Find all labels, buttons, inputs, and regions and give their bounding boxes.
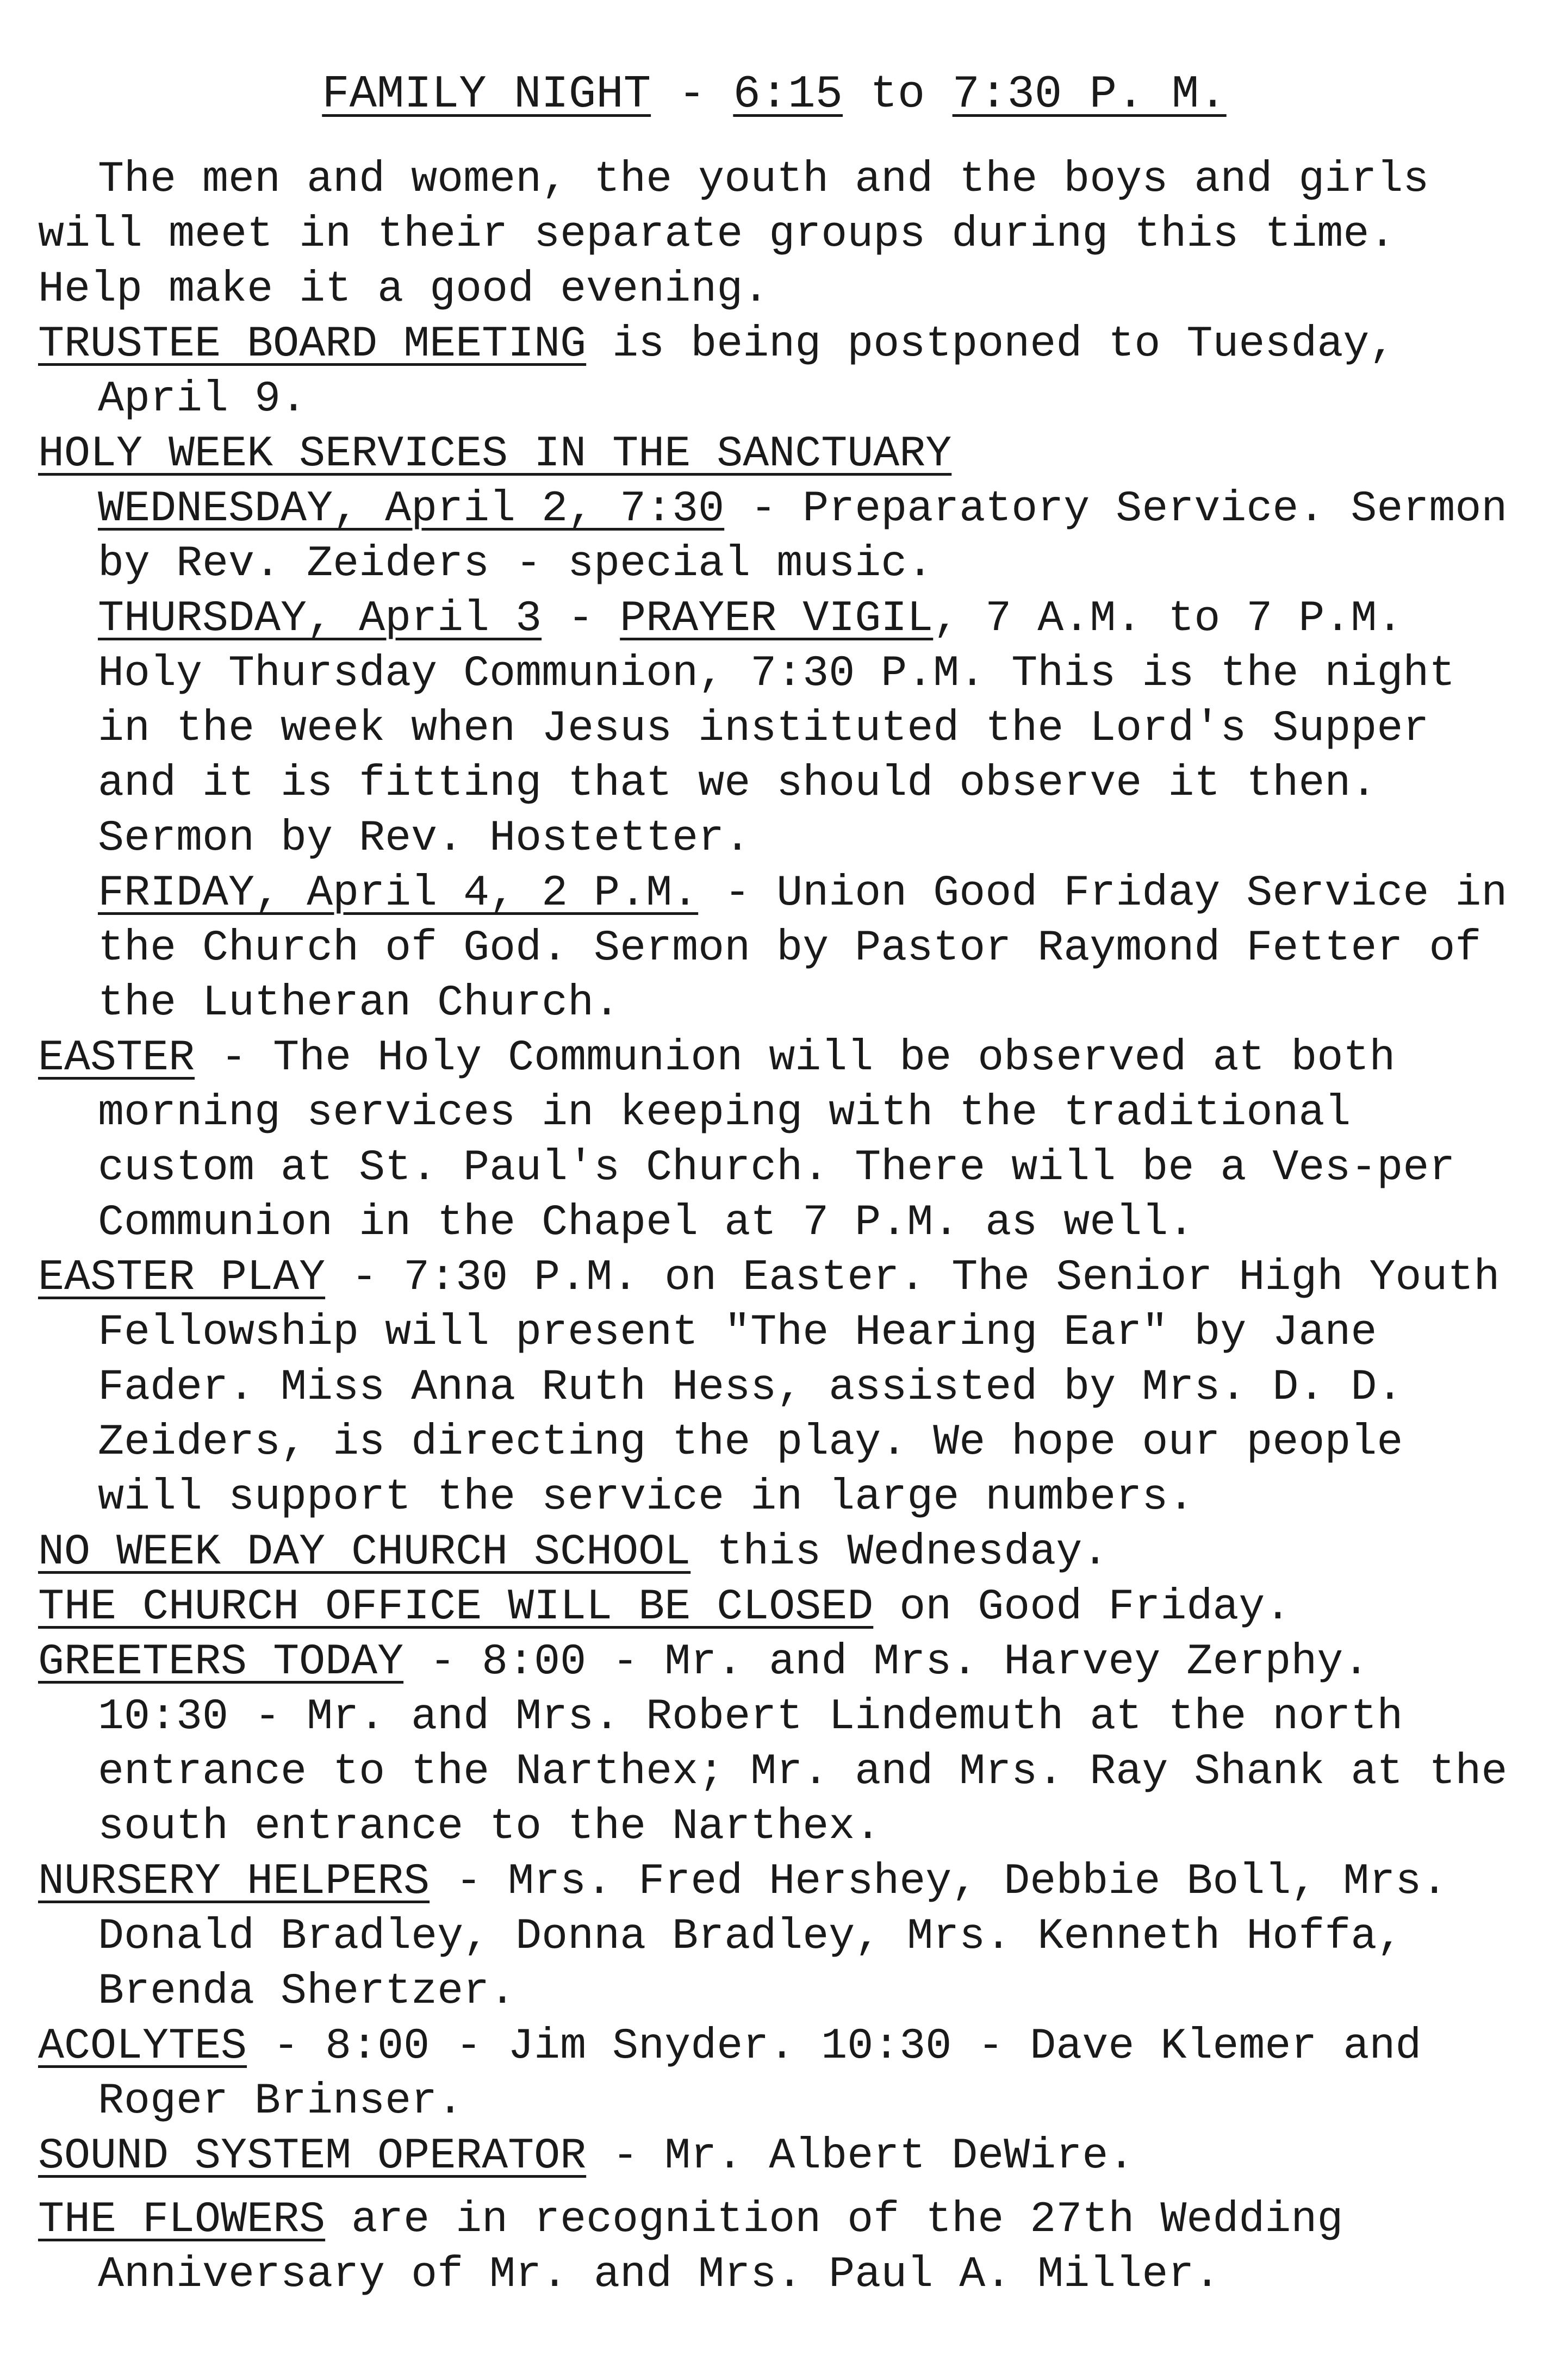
friday-text: - Union Good Friday Service in the Church of God. Sermon by Pastor Raymond Fetter of the Lutheran Church.: [98, 869, 1508, 1028]
office-text: on Good Friday.: [873, 1582, 1291, 1632]
page-title: [38, 60, 1510, 130]
wednesday-service: [38, 482, 1510, 591]
easter-play-text: - 7:30 P.M. on Easter. The Senior High Youth Fellowship will present "The Hearing Ear" by Jane Fader. Miss Anna Ruth Hess, assisted by Mrs. D. D. Zeiders, is directing the play. We hope our people will support the service in large numbers.: [98, 1253, 1500, 1522]
flowers-text: are in recognition of the 27th Wedding Anniversary of Mr. and Mrs. Paul A. Miller.: [98, 2195, 1343, 2300]
title-end-time: 7:30 P. M.: [952, 69, 1227, 121]
thursday-label: THURSDAY, April 3: [98, 594, 542, 644]
nursery-text: - Mrs. Fred Hershey, Debbie Boll, Mrs. Donald Bradley, Donna Bradley, Mrs. Kenneth Hoffa, Brenda Shertzer.: [98, 1857, 1448, 2016]
thursday-text: , 7 A.M. to 7 P.M. Holy Thursday Communion, 7:30 P.M. This is the night in the week when Jesus instituted the Lord's Supper and it is fitting that we should observe it then. Sermon by Rev. Hostetter.: [98, 594, 1455, 863]
easter-play-announcement: [38, 1250, 1510, 1525]
no-school-announcement: [38, 1525, 1510, 1580]
flowers-announcement: [38, 2192, 1510, 2302]
acolytes-text: - 8:00 - Jim Snyder. 10:30 - Dave Klemer and Roger Brinser.: [98, 2022, 1422, 2126]
friday-label: FRIDAY, April 4, 2 P.M.: [98, 869, 699, 918]
greeters-label: GREETERS TODAY: [38, 1637, 404, 1687]
easter-text: - The Holy Communion will be observed at both morning services in keeping with the traditional custom at St. Paul's Church. There will be a Ves-per Communion in the Chapel at 7 P.M. as well.: [98, 1033, 1455, 1248]
intro-paragraph: The men and women, the youth and the boys and girls will meet in their separate groups during this time. Help make it a good evening.: [38, 155, 1429, 314]
no-school-text: this Wednesday.: [690, 1528, 1109, 1577]
trustee-text: is being postponed to Tuesday, April 9.: [98, 320, 1396, 424]
title-to: to: [843, 69, 953, 121]
flowers-label: THE FLOWERS: [38, 2195, 326, 2245]
easter-label: EASTER: [38, 1033, 195, 1083]
office-closed-announcement: [38, 1580, 1510, 1635]
holy-week-label: HOLY WEEK SERVICES IN THE SANCTUARY: [38, 429, 952, 479]
wednesday-text: - Preparatory Service. Sermon by Rev. Zeiders - special music.: [98, 484, 1508, 589]
greeters-text: - 8:00 - Mr. and Mrs. Harvey Zerphy. 10:30 - Mr. and Mrs. Robert Lindemuth at the north entrance to the Narthex; Mr. and Mrs. Ray Shank at the south entrance to the Narthex.: [98, 1637, 1508, 1852]
nursery-announcement: [38, 1854, 1510, 2019]
greeters-announcement: [38, 1635, 1510, 1854]
office-label: THE CHURCH OFFICE WILL BE CLOSED: [38, 1582, 874, 1632]
easter-play-label: EASTER PLAY: [38, 1253, 326, 1303]
trustee-label: TRUSTEE BOARD MEETING: [38, 320, 587, 369]
acolytes-label: ACOLYTES: [38, 2022, 247, 2071]
sound-label: SOUND SYSTEM OPERATOR: [38, 2132, 587, 2181]
sound-text: - Mr. Albert DeWire.: [586, 2132, 1135, 2181]
easter-announcement: [38, 1031, 1510, 1250]
thursday-dash: -: [542, 594, 620, 644]
trustee-announcement: [38, 317, 1510, 427]
friday-service: [38, 866, 1510, 1031]
title-start-time: 6:15: [733, 69, 843, 121]
wednesday-label: WEDNESDAY, April 2, 7:30: [98, 484, 725, 534]
no-school-label: NO WEEK DAY CHURCH SCHOOL: [38, 1528, 691, 1577]
thursday-service: [38, 591, 1510, 866]
prayer-vigil-label: PRAYER VIGIL: [620, 594, 934, 644]
nursery-label: NURSERY HELPERS: [38, 1857, 430, 1907]
title-family-night: FAMILY NIGHT: [322, 69, 651, 121]
sound-announcement: [38, 2129, 1510, 2184]
title-dash: -: [651, 69, 733, 121]
acolytes-announcement: [38, 2019, 1510, 2129]
holy-week-heading: [38, 427, 1510, 482]
